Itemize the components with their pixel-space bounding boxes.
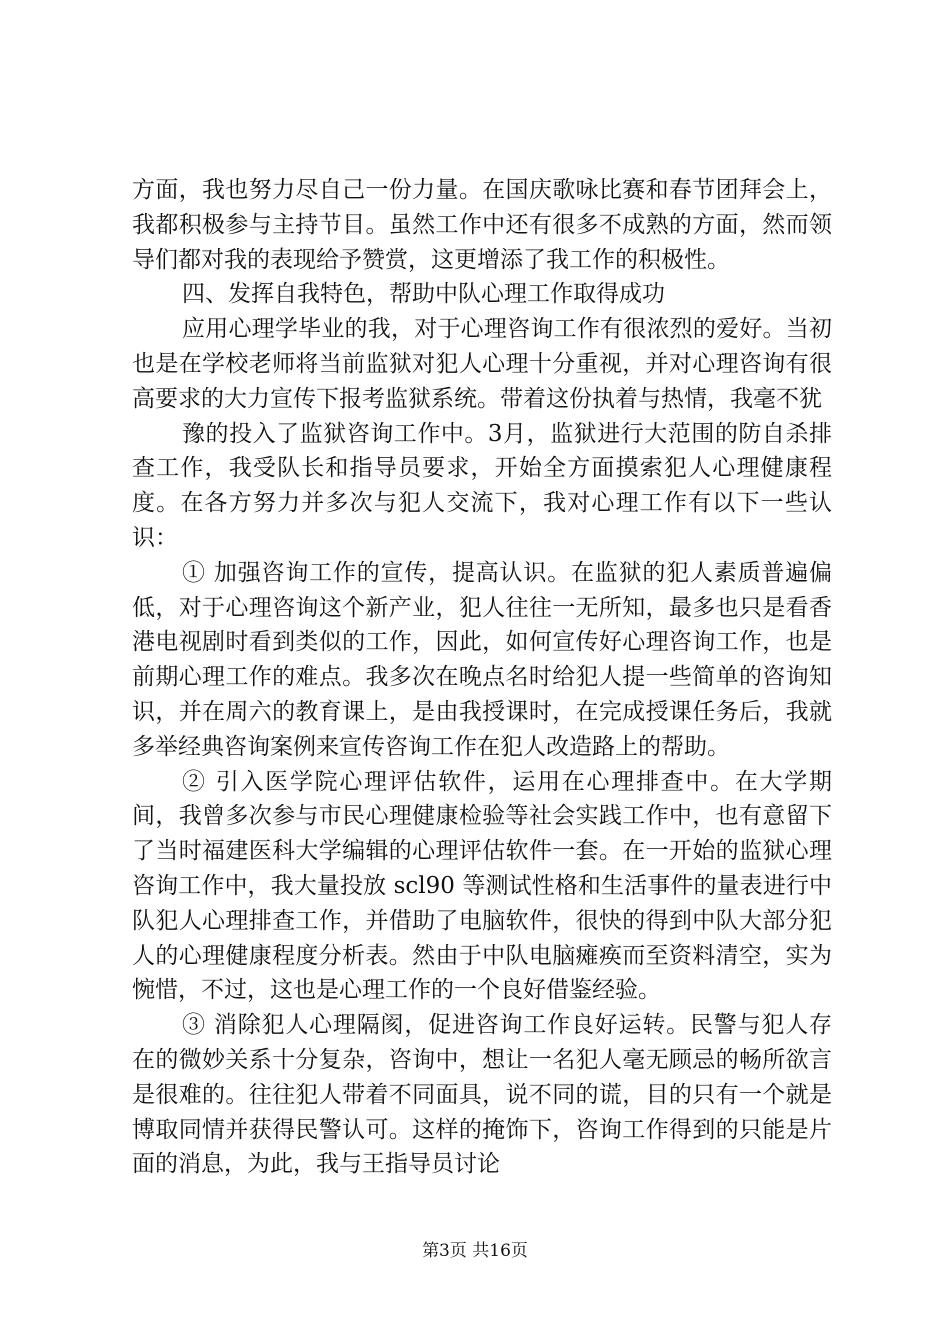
section-heading: 四、发挥自我特色，帮助中队心理工作取得成功 [182, 281, 665, 308]
paragraph: 应用心理学毕业的我，对于心理咨询工作有很浓烈的爱好。当初也是在学校老师将当前监狱对犯人心理十分重视，并对心理咨询有很高要求的大力宣传下报考监狱系统。带着这份执着与热情，我毫不犹 [132, 316, 832, 412]
list-item-paragraph: ③ 消除犯人心理隔阂，促进咨询工作良好运转。民警与犯人存在的微妙关系十分复杂，咨询中，想让一名犯人毫无顾忌的畅所欲言是很难的。往往犯人带着不同面具，说不同的谎，目的只有一个就是博取同情并获得民警认可。这样的掩饰下，咨询工作得到的只能是片面的消息，为此，我与王指导员讨论 [132, 1012, 832, 1178]
document-body [132, 173, 832, 1182]
list-item-paragraph: ① 加强咨询工作的宣传，提高认识。在监狱的犯人素质普遍偏低，对于心理咨询这个新产业，犯人往往一无所知，最多也只是看香港电视剧时看到类似的工作，因此，如何宣传好心理咨询工作，也是前期心理工作的难点。我多次在晚点名时给犯人提一些简单的咨询知识，并在周六的教育课上，是由我授课时，在完成授课任务后，我就多举经典咨询案例来宣传咨询工作在犯人改造路上的帮助。 [132, 559, 832, 760]
paragraph: 豫的投入了监狱咨询工作中。3月，监狱进行大范围的防自杀排查工作，我受队长和指导员要求，开始全方面摸索犯人心理健康程度。在各方努力并多次与犯人交流下，我对心理工作有以下一些认识： [132, 420, 832, 551]
page-number: 第3页 共16页 [422, 1241, 528, 1261]
paragraph-continuation: 方面，我也努力尽自己一份力量。在国庆歌咏比赛和春节团拜会上，我都积极参与主持节目。虽然工作中还有很多不成熟的方面，然而领导们都对我的表现给予赞赏，这更增添了我工作的积极性。 [132, 177, 832, 273]
list-item-paragraph: ② 引入医学院心理评估软件，运用在心理排查中。在大学期间，我曾多次参与市民心理健康检验等社会实践工作中，也有意留下了当时福建医科大学编辑的心理评估软件一套。在一开始的监狱心理咨询工作中，我大量投放 scl90 等测试性格和生活事件的量表进行中队犯人心理排查工作，并借助了电脑软件，很快的得到中队大部分犯人的心理健康程度分析表。然由于中队电脑瘫痪而至资料清空，实为惋惜，不过，这也是心理工作的一个良好借鉴经验。 [132, 768, 832, 1004]
